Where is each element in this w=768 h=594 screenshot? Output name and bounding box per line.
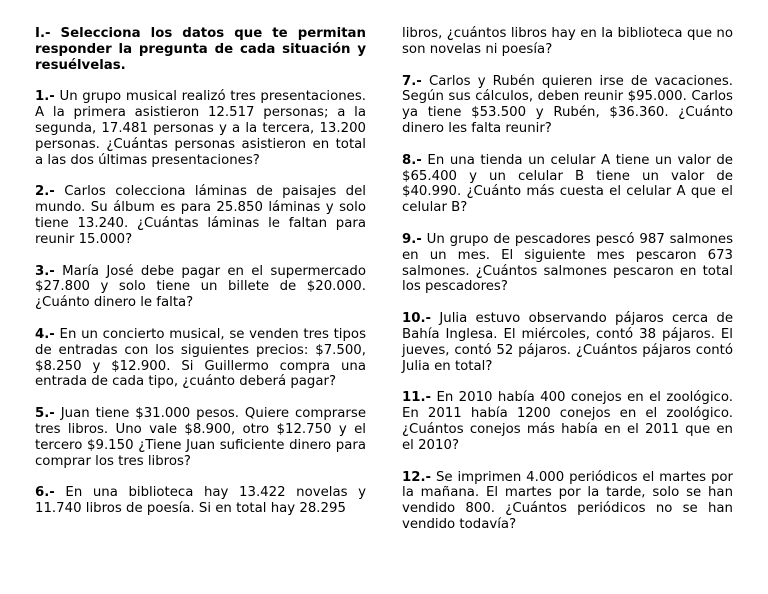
problem-12 xyxy=(402,470,733,533)
problem-6 xyxy=(35,485,366,517)
problem-number: 3.- xyxy=(35,263,55,279)
problem-number: 11.- xyxy=(402,390,432,406)
right-column xyxy=(402,26,733,549)
problem-5 xyxy=(35,406,366,469)
problem-number: 6.- xyxy=(35,485,55,501)
problem-text: Se imprimen 4.000 periódicos el martes por la mañana. El martes por la tarde, solo se han vendido 800. ¿Cuántos periódicos no se han vendido todavía? xyxy=(402,469,733,532)
problem-text: En una biblioteca hay 13.422 novelas y 11.740 libros de poesía. Si en total hay 28.295 xyxy=(35,485,366,517)
problem-text: Un grupo musical realizó tres presentaciones. A la primera asistieron 12.517 personas; a la segunda, 17.481 personas y a la tercera, 13.200 personas. ¿Cuántas personas asistieron en total a las dos últimas presentaciones? xyxy=(35,89,366,168)
problem-text: Carlos colecciona láminas de paisajes del mundo. Su álbum es para 25.850 láminas y solo tiene 13.240. ¿Cuántas láminas le faltan para reunir 15.000? xyxy=(35,184,367,247)
problem-text: En 2010 había 400 conejos en el zoológico. En 2011 había 1200 conejos en el zoológico. ¿Cuántos conejos más había en el 2011 que en el 2010? xyxy=(402,390,733,453)
problem-number: 2.- xyxy=(35,184,55,200)
problem-7 xyxy=(402,74,733,137)
problem-number: 8.- xyxy=(402,152,422,168)
problem-text: En un concierto musical, se venden tres tipos de entradas con los siguientes precios: $7.500, $8.250 y $12.900. Si Guillermo compra una entrada de cada tipo, ¿cuánto deberá pagar? xyxy=(35,326,366,390)
problem-text: Julia estuvo observando pájaros cerca de Bahía Inglesa. El miércoles, contó 38 pájaros. El jueves, contó 52 pájaros. ¿Cuántos pájaros contó Julia en total? xyxy=(402,311,734,374)
problem-number: 12.- xyxy=(402,469,432,485)
problem-text: En una tienda un celular A tiene un valor de $65.400 y un celular B tiene un valor de $40.990. ¿Cuánto más cuesta el celular A que el celular B? xyxy=(402,152,733,216)
problem-text: Un grupo de pescadores pescó 987 salmones en un mes. El siguiente mes pescaron 673 salmones. ¿Cuántos salmones pescaron en total los pescadores? xyxy=(402,231,734,295)
problem-6-continued xyxy=(402,26,733,58)
problem-3 xyxy=(35,264,366,311)
problem-text: María José debe pagar en el supermercado $27.800 y solo tiene un billete de $20.000. ¿Cuánto dinero le falta? xyxy=(35,263,366,311)
problem-11 xyxy=(402,390,733,453)
problem-10 xyxy=(402,311,733,374)
problem-8 xyxy=(402,153,733,216)
problem-text: libros, ¿cuántos libros hay en la biblioteca que no son novelas ni poesía? xyxy=(402,26,733,57)
problem-number: 9.- xyxy=(402,231,422,247)
problem-number: 1.- xyxy=(35,89,55,105)
problem-number: 7.- xyxy=(402,73,422,89)
left-column xyxy=(35,26,366,533)
problem-text: Juan tiene $31.000 pesos. Quiere comprarse tres libros. Uno vale $8.900, otro $12.750 y el tercero $9.150 ¿Tiene Juan suficiente dinero para comprar los tres libros? xyxy=(35,406,367,469)
problem-text: Carlos y Rubén quieren irse de vacaciones. Según sus cálculos, deben reunir $95.000. Carlos ya tiene $53.500 y Rubén, $36.360. ¿Cuánto dinero les falta reunir? xyxy=(402,73,733,136)
problem-number: 10.- xyxy=(402,311,432,327)
problem-4 xyxy=(35,327,366,390)
worksheet-heading: I.- Selecciona los datos que te permitan responder la pregunta de cada situación y resuélvelas. xyxy=(35,26,366,73)
problem-9 xyxy=(402,232,733,295)
problem-2 xyxy=(35,184,366,247)
problem-number: 4.- xyxy=(35,326,55,342)
problem-1 xyxy=(35,89,366,168)
problem-number: 5.- xyxy=(35,406,55,422)
